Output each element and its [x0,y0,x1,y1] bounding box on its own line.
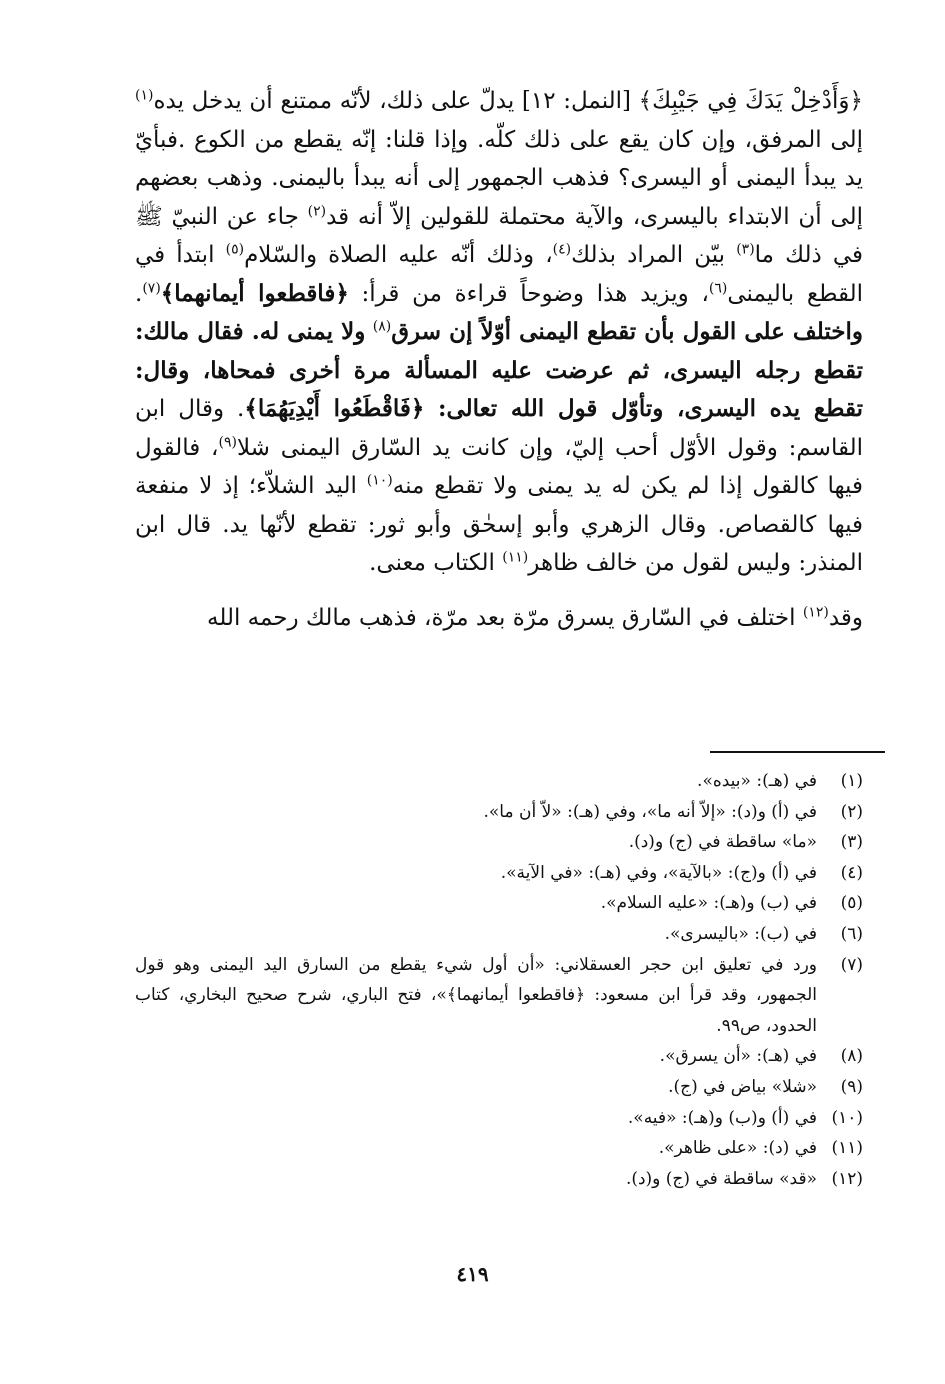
footnote [135,1072,863,1103]
footnote [135,1133,863,1164]
footnote-text: في (د): «على ظاهر». [658,1138,817,1159]
text-run: ابتدأ في القطع باليمنى [135,242,864,307]
footnote-number: (١١) [831,1138,863,1159]
footnote [135,858,863,889]
footnote-ref: (١٠) [366,472,393,489]
footnote-number: (٤) [840,862,863,883]
footnote-text: «شلا» بياض في (ج). [668,1076,817,1097]
footnote-separator [710,751,885,753]
text-run: . [135,280,143,307]
footnote-text: في (ب) و(هـ): «عليه السلام». [600,893,817,914]
text-run: ﴿وَأَدْخِلْ يَدَكَ فِي جَيْبِكَ﴾ [النمل: ١٢] يدلّ على ذلك، لأنّه ممتنع أن يدخل يده [153,88,863,114]
text-run: ، فالقول فيها كالقول إذا لم يكن له يد يمنى ولا تقطع منه [135,434,863,499]
footnote-text: «قد» ساقطة في (ج) و(د). [625,1168,817,1189]
footnote-ref: (٦) [708,279,728,296]
footnote-text: في (أ) و(د): «إلاّ أنه ما»، وفي (هـ): «لاّ أن ما». [483,801,817,822]
footnote-ref: (٨) [372,318,392,335]
main-text [135,82,863,637]
footnote [135,888,863,919]
text-run: بيّن المراد بذلك [571,242,737,268]
bold-quran-quote: ﴿فاقطعوا أيمانهما﴾ [160,279,349,307]
text-run: إلى المرفق، وإن كان يقع على ذلك كلّه. وإذا قلنا: إنّه يقطع من الكوع .فبأيّ يد يبدأ اليمنى أو اليسرى؟ فذهب الجمهور إلى أنه يبدأ باليمنى. وذهب بعضهم إلى أن الابتداء باليسرى، والآية محتملة للقولين إلاّ أنه قد [135,126,863,230]
footnote-ref: (٩) [218,433,237,450]
footnote-ref: (٣) [736,241,755,258]
footnote-ref: (١) [135,87,154,104]
main-paragraph-2 [135,599,863,638]
footnote [135,1164,863,1195]
footnote-ref: (٥) [225,241,245,258]
text-run: اليد الشلاّء؛ إذ لا منفعة فيها كالقصاص. وقال الزهري وأبو إسحٰق وأبو ثور: تقطع لأنّها يد. قال ابن المنذر: وليس لقول من خالف ظاهر [135,473,863,576]
footnote-number: (٨) [840,1046,863,1067]
text-run [365,319,372,345]
footnote-number: (١) [840,771,863,791]
footnotes [135,766,863,1194]
page-number: ٤١٩ [456,1262,489,1286]
footnote-number: (١٠) [831,1107,863,1128]
footnote-text: في (هـ): «أن يسرق». [659,1046,817,1067]
footnote-ref: (٧) [142,279,161,296]
footnote [135,797,863,828]
footnote-text: في (هـ): «بيده». [697,771,817,791]
footnote-number: (٧) [840,954,863,975]
text-run: الكتاب معنى. [369,550,503,576]
footnote-number: (٩) [840,1076,863,1097]
footnote-text: ورد في تعليق ابن حجر العسقلاني: «أن أول شيء يقطع من السارق اليد اليمنى وهو قول الجمهور، وقد قرأ ابن مسعود: ﴿فاقطعوا أيمانهما﴾»، فتح الباري، شرح صحيح البخاري، كتاب الحدود، ص٩٩. [135,954,817,1036]
footnote [135,827,863,858]
footnote [135,766,863,797]
footnote-number: (٢) [840,801,863,822]
main-paragraph-1 [135,82,863,583]
footnote [135,919,863,950]
text-run: ، وذلك أنّه عليه الصلاة والسّلام [244,242,553,268]
bold-text: واختلف على القول بأن تقطع اليمنى أوّلاً إن سرق [391,318,864,345]
footnote [135,950,863,1042]
footnote-text: «ما» ساقطة في (ج) و(د). [628,832,817,853]
footnote [135,1041,863,1072]
bold-text: ولا يمنى له. فقال مالك: تقطع رجله اليسرى، ثم عرضت عليه المسألة مرة أخرى فمحاها، وقال: تقطع يده اليسرى، وتأوّل قول الله تعالى: ﴿فَاقْطَعُوا أَيْدِيَهُمَا﴾ [135,318,863,422]
footnote-ref: (١٢) [802,603,829,620]
text-run: جاء عن النبيّ ﷺ في ذلك ما [135,203,864,268]
footnote-ref: (٤) [552,241,572,258]
footnote-number: (١٢) [831,1168,863,1189]
text-run: ، ويزيد هذا وضوحاً قراءة من قرأ: [348,280,709,307]
footnote-text: في (أ) و(ب) و(هـ): «فيه». [627,1107,817,1128]
footnote-number: (٥) [840,893,863,914]
footnote-ref: (٢) [307,202,327,219]
footnote-text: في (ب): «باليسرى». [664,923,817,944]
text-run: اختلف في السّارق يسرق مرّة بعد مرّة، فذهب مالك رحمه الله [207,604,803,631]
text-run: . وقال ابن القاسم: وقول الأوّل أحب إليّ، وإن كانت يد السّارق اليمنى شلا [135,396,863,461]
footnote [135,1103,863,1134]
footnote-number: (٦) [840,923,863,944]
text-run: وقد [828,604,863,631]
footnote-number: (٣) [840,832,863,853]
footnote-text: في (أ) و(ج): «بالآية»، وفي (هـ): «في الآية». [500,862,817,883]
footnote-ref: (١١) [502,549,529,566]
